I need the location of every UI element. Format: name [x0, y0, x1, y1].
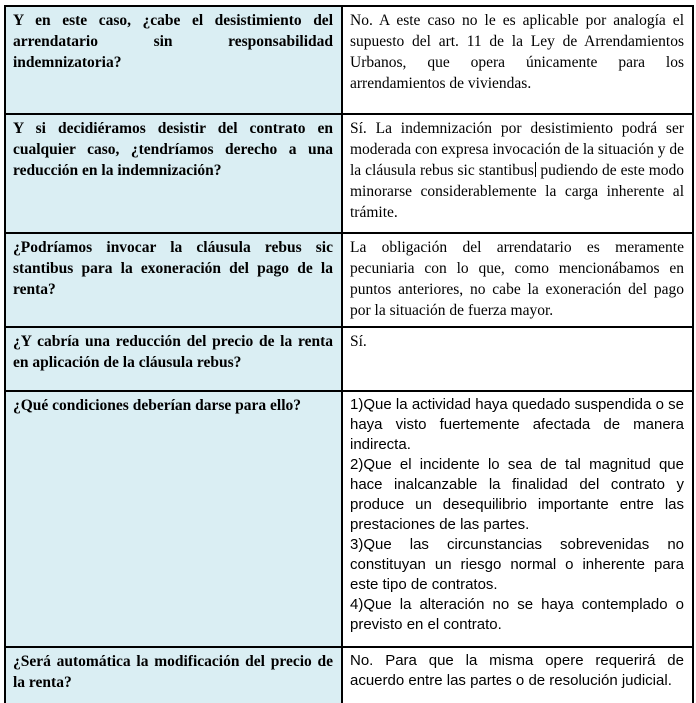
question-text: ¿Qué condiciones deberían darse para ello? — [13, 397, 302, 414]
qa-table — [4, 5, 694, 703]
answer-cell[interactable] — [342, 6, 693, 114]
answer-text: pudiendo de este modo minorarse considerablemente la carga inherente al trámite. — [350, 162, 685, 221]
question-cell[interactable] — [5, 327, 342, 391]
question-cell[interactable] — [5, 391, 342, 647]
answer-cell[interactable] — [342, 327, 693, 391]
answer-cell[interactable] — [342, 391, 693, 647]
answer-list-item: 4)Que la alteración no se haya contemplado o previsto en el contrato. — [350, 596, 684, 633]
question-text: ¿Será automática la modificación del precio de la renta? — [13, 653, 333, 691]
answer-list-item: 3)Que las circunstancias sobrevenidas no constituyan un riesgo normal o inherente para este tipo de contratos. — [350, 536, 684, 593]
answer-list-item: 1)Que la actividad haya quedado suspendida o se haya visto fuertemente afectada de manera indirecta. — [350, 396, 684, 453]
answer-cell[interactable] — [342, 114, 693, 233]
table-row — [5, 114, 693, 233]
table-row — [5, 647, 693, 703]
table-row — [5, 6, 693, 114]
answer-text: La obligación del arrendatario es meramente pecuniaria con lo que, como mencionábamos en puntos anteriores, no cabe la exoneración del pago por la situación de fuerza mayor. — [350, 239, 684, 319]
answer-text: No. Para que la misma opere requerirá de acuerdo entre las partes o de resolución judicial. — [350, 652, 684, 689]
answer-text: No. A este caso no le es aplicable por analogía el supuesto del art. 11 de la Ley de Arrendamientos Urbanos, que opera únicamente para los arrendamientos de viviendas. — [350, 12, 684, 92]
answer-text: Sí. — [350, 333, 367, 350]
question-cell[interactable] — [5, 233, 342, 327]
question-text: ¿Podríamos invocar la cláusula rebus sic stantibus para la exoneración del pago de la renta? — [13, 239, 333, 298]
answer-list-item: 2)Que el incidente lo sea de tal magnitud que hace inalcanzable la finalidad del contrato y produce un desequilibrio importante entre las prestaciones de las partes. — [350, 456, 684, 533]
table-row — [5, 391, 693, 647]
question-text: Y en este caso, ¿cabe el desistimiento del arrendatario sin responsabilidad indemnizatoria? — [13, 12, 333, 71]
answer-cell[interactable] — [342, 233, 693, 327]
text-cursor — [535, 162, 537, 177]
question-text: ¿Y cabría una reducción del precio de la renta en aplicación de la cláusula rebus? — [13, 333, 333, 371]
question-cell[interactable] — [5, 114, 342, 233]
question-cell[interactable] — [5, 647, 342, 703]
table-row — [5, 233, 693, 327]
answer-text: Sí. La indemnización por desistimiento podrá ser moderada con expresa invocación de la situación y de la cláusula rebus sic stantibus — [350, 120, 684, 179]
answer-cell[interactable] — [342, 647, 693, 703]
question-cell[interactable] — [5, 6, 342, 114]
table-row — [5, 327, 693, 391]
question-text: Y si decidiéramos desistir del contrato en cualquier caso, ¿tendríamos derecho a una reducción en la indemnización? — [13, 120, 333, 179]
